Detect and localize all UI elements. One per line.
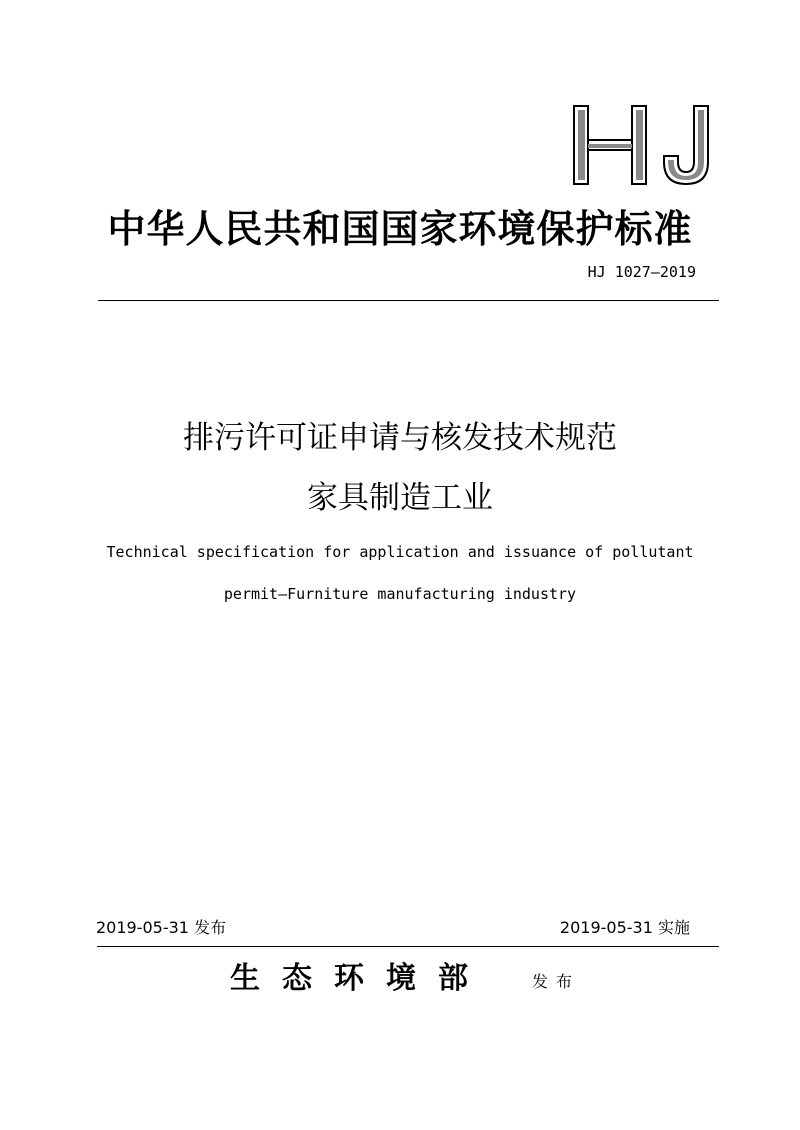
title-english-line-1: Technical specification for application and issuance of pollutant (106, 543, 694, 561)
footer-divider (97, 946, 719, 947)
implementation-date: 2019-05-31 实施 (559, 918, 690, 937)
hj-logo (566, 102, 716, 188)
standard-name: 中华人民共和国国家环境保护标准 (107, 206, 693, 251)
title-english-line-2: permit—Furniture manufacturing industry (223, 585, 577, 603)
title-chinese-line-1: 排污许可证申请与核发技术规范 (183, 420, 617, 456)
header-divider (98, 300, 719, 301)
hj-logo-letter-h (574, 106, 646, 184)
issuing-authority: 生态环境部 (230, 961, 490, 996)
hj-logo-letter-j (664, 106, 708, 184)
standard-code: HJ 1027—2019 (587, 263, 696, 281)
title-chinese-line-2: 家具制造工业 (307, 480, 493, 516)
publish-date: 2019-05-31 发布 (96, 918, 227, 937)
issue-label: 发布 (532, 972, 581, 991)
